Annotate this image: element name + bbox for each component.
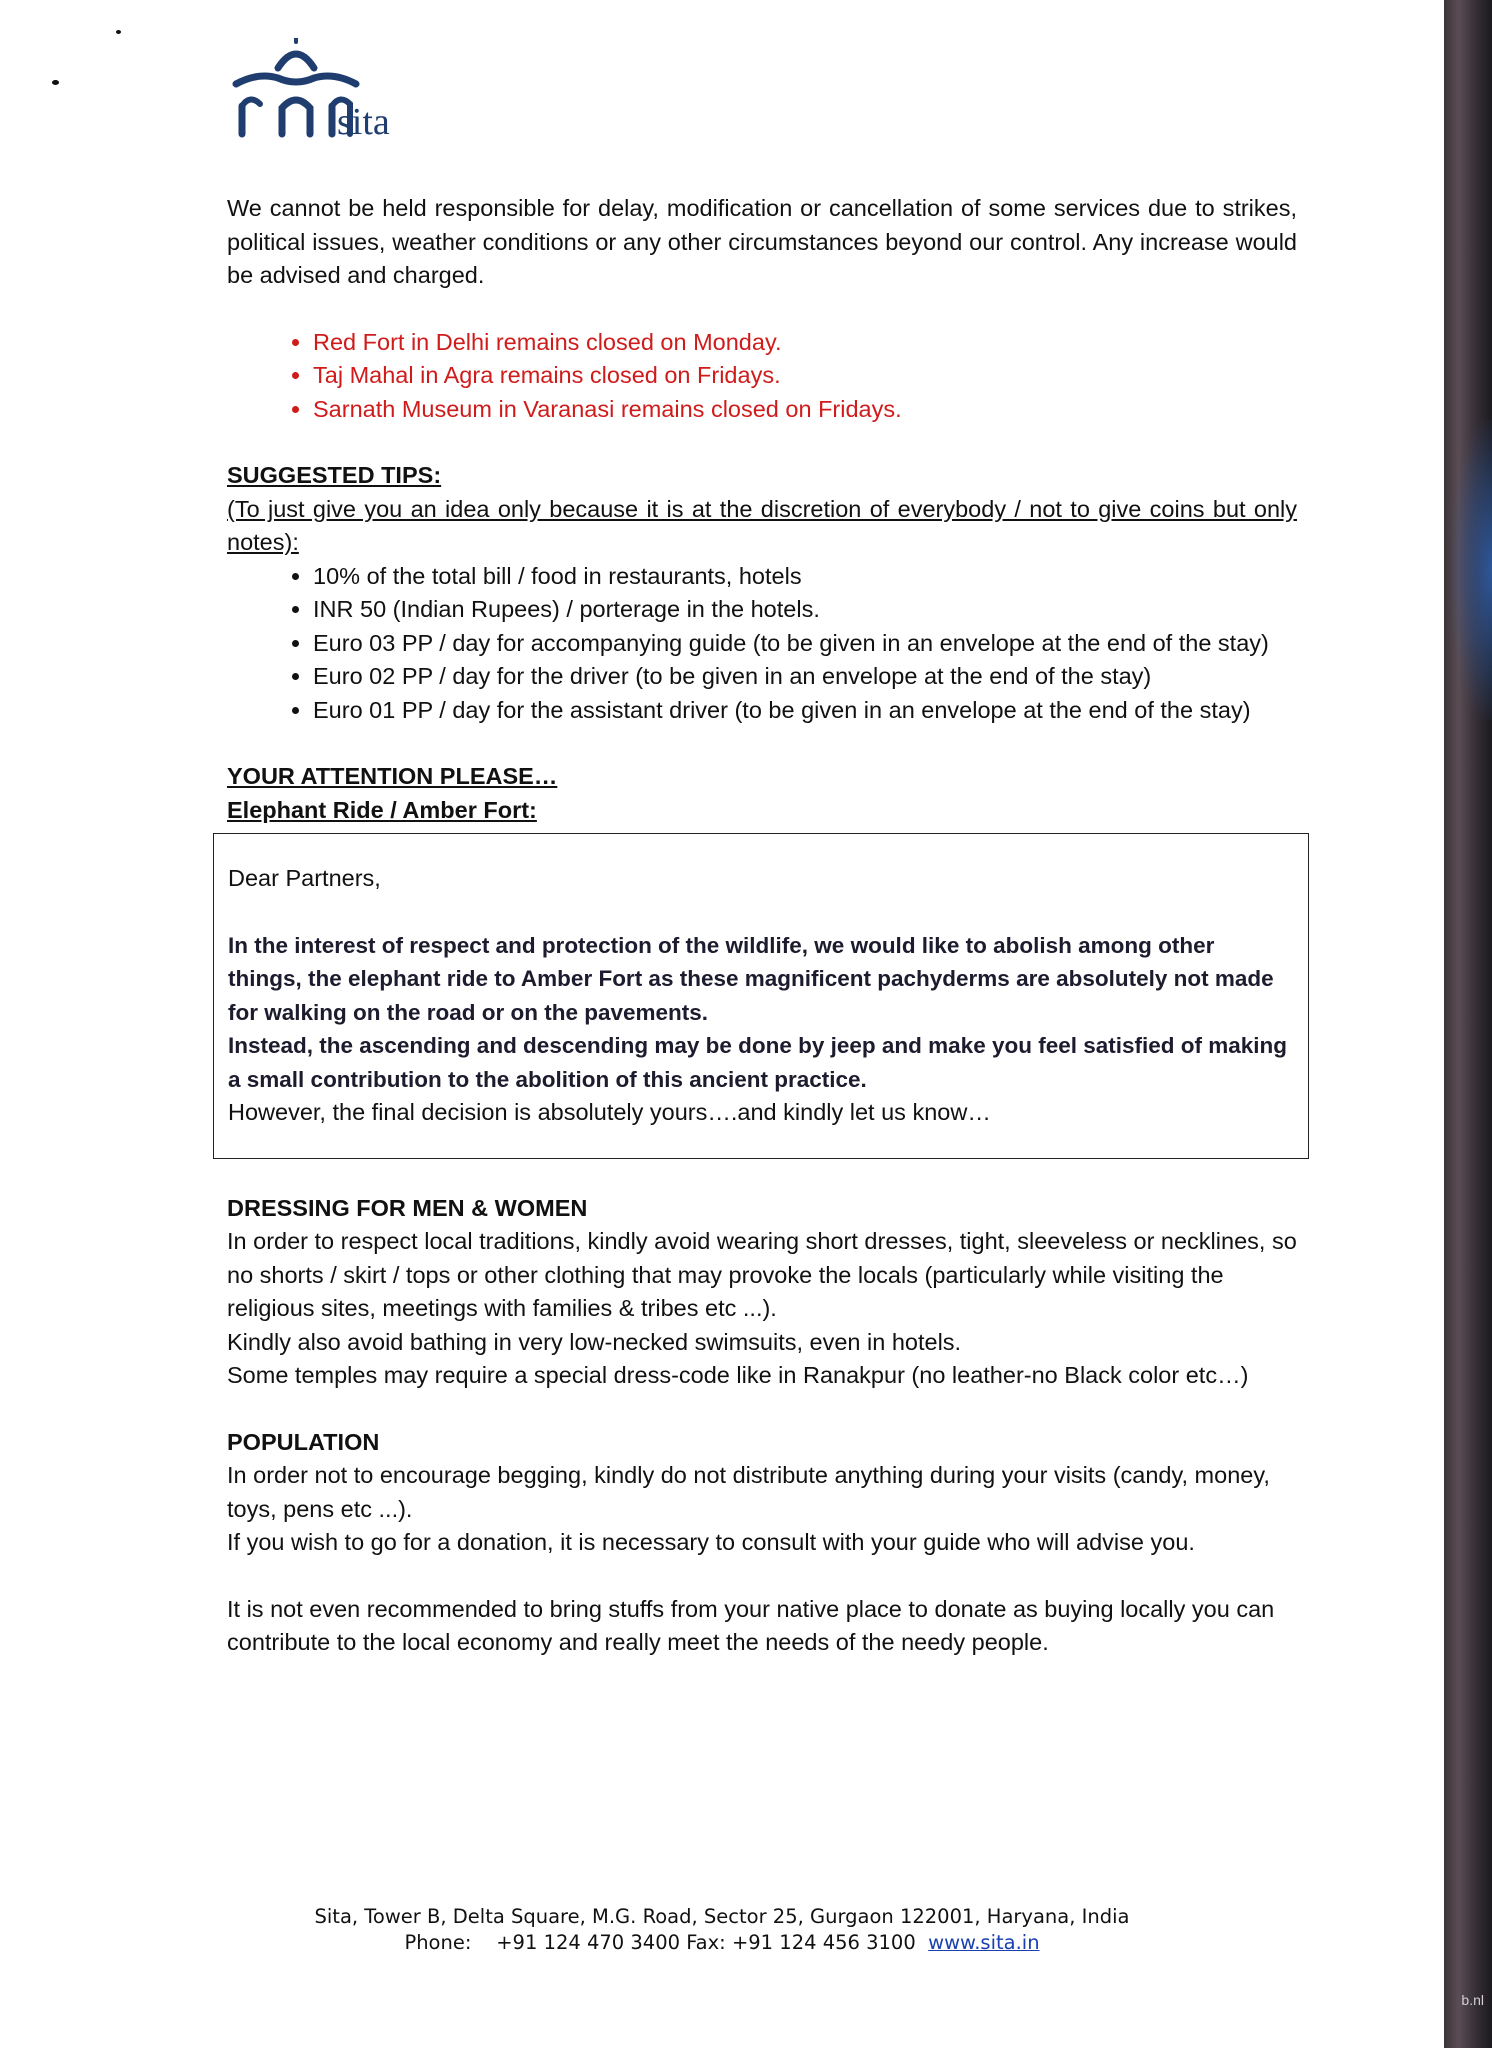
fax-number: +91 124 456 3100 [731,1931,916,1954]
dressing-line: Kindly also avoid bathing in very low-necked swimsuits, even in hotels. [227,1328,962,1355]
phone-label: Phone: [404,1931,472,1954]
logo-wordmark: sita [337,101,390,143]
list-item: • Euro 01 PP / day for the assistant driver (to be given in an envelope at the end of the stay) [313,694,1297,728]
population-heading: POPULATION [227,1428,380,1455]
dressing-line: In order to respect local traditions, kindly avoid wearing short dresses, tight, sleeveless or necklines, so no shorts / skirt / tops or other clothing that may provoke the locals (particularly while visiting the religious sites, meetings with families & tribes etc ...). [227,1228,1297,1321]
notice-greeting: Dear Partners, [228,865,381,891]
scan-edge-glow [1452,420,1492,720]
tips-list [227,560,1297,728]
list-item: • 10% of the total bill / food in restaurants, hotels [313,560,1297,594]
fax-label: Fax: [686,1931,726,1954]
list-item: • Red Fort in Delhi remains closed on Monday. [313,326,1297,360]
population-line: If you wish to go for a donation, it is necessary to consult with your guide who will advise you. [227,1529,1195,1555]
footer-address: Sita, Tower B, Delta Square, M.G. Road, Sector 25, Gurgaon 122001, Haryana, India [314,1905,1130,1928]
footer [0,1904,1444,1956]
list-item: • Sarnath Museum in Varanasi remains closed on Fridays. [313,393,1297,427]
attention-heading: YOUR ATTENTION PLEASE… [227,763,558,789]
list-item: • Taj Mahal in Agra remains closed on Fridays. [313,359,1297,393]
population-line: In order not to encourage begging, kindly do not distribute anything during your visits (candy, money, toys, pens etc ...). [227,1462,1270,1522]
partner-notice-box [213,833,1309,1159]
scan-speck [52,80,59,85]
population-closing: It is not even recommended to bring stuffs from your native place to donate as buying locally you can contribute to the local economy and really meet the needs of the needy people. [227,1595,1275,1655]
notice-line: Instead, the ascending and descending may be done by jeep and make you feel satisfied of making a small contribution to the abolition of this ancient practice. [228,1033,1288,1092]
notice-line: In the interest of respect and protection of the wildlife, we would like to abolish among other things, the elephant ride to Amber Fort as these magnificent pachyderms are absolutely not made for walking on the road or on the pavements. [228,932,1274,1025]
website-link[interactable]: www.sita.in [928,1931,1040,1954]
scan-speck [116,30,121,34]
edge-watermark-text: b.nl [1461,1992,1484,2008]
document-body [227,192,1297,1660]
phone-number: +91 124 470 3400 [496,1931,681,1954]
dressing-line: Some temples may require a special dress-code like in Ranakpur (no leather-no Black color etc…) [227,1362,1249,1388]
scan-edge-shadow [1444,0,1492,2048]
tips-heading: SUGGESTED TIPS: [227,462,442,488]
tips-note: (To just give you an idea only because it is at the discretion of everybody / not to give coins but only notes): [227,495,1297,555]
intro-paragraph: We cannot be held responsible for delay, modification or cancellation of some services due to strikes, political issues, weather conditions or any other circumstances beyond our control. Any increase would be advised and charged. [227,195,1297,288]
notice-line: However, the final decision is absolutely yours….and kindly let us know… [228,1099,991,1125]
list-item: • Euro 03 PP / day for accompanying guide (to be given in an envelope at the end of the stay) [313,627,1297,661]
list-item: • INR 50 (Indian Rupees) / porterage in the hotels. [313,593,1297,627]
temple-dome-logo-icon [228,38,438,148]
dressing-heading: DRESSING FOR MEN & WOMEN [227,1194,588,1221]
footer-contact [0,1930,1444,1956]
attention-subheading: Elephant Ride / Amber Fort: [227,796,537,823]
list-item: • Euro 02 PP / day for the driver (to be given in an envelope at the end of the stay) [313,660,1297,694]
closure-list [227,326,1297,427]
